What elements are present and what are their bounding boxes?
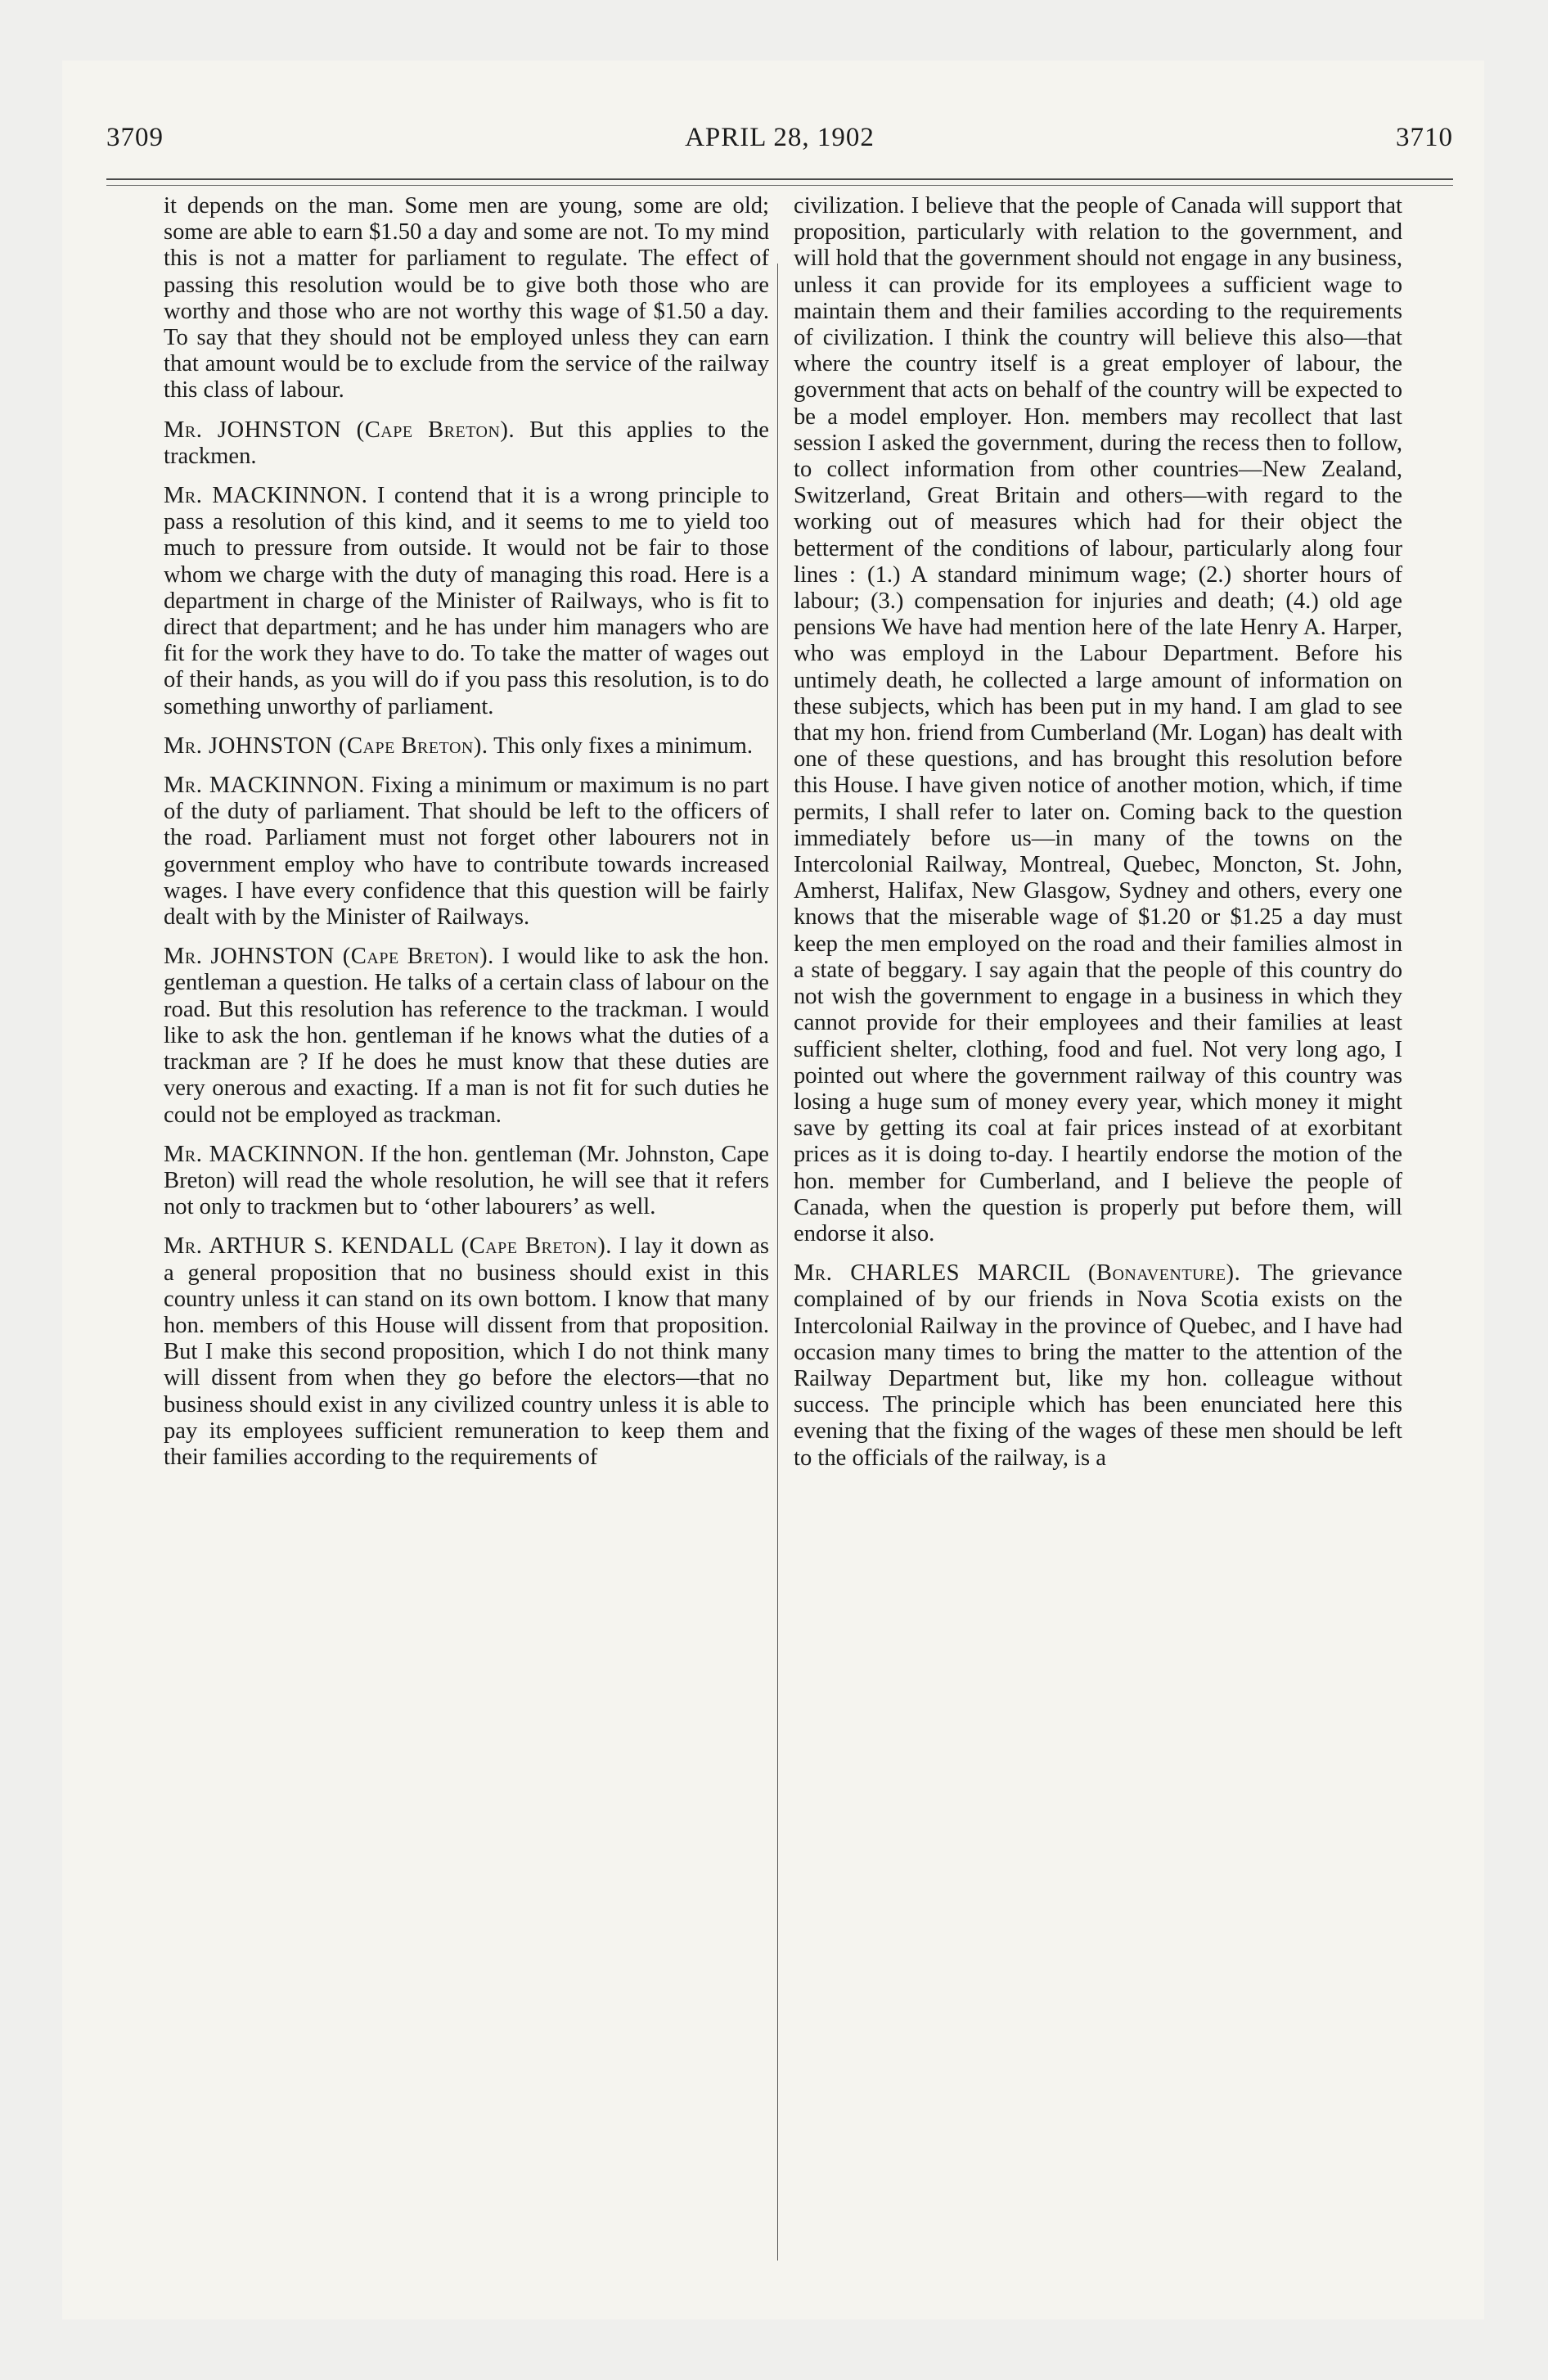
speaker-name: Mr. MACKINNON. xyxy=(164,483,368,509)
paragraph-text: it depends on the man. Some men are young, some are old; some are able to earn $1.50 a day and some are not. To my mind this is not a matter for parliament to regulate. The effect of passing this resolution would be to give both those who are worthy and those who are not worthy this wage of $1.50 a day. To say that they should not be employed unless they can earn that amount would be to exclude from the service of the railway this class of labour. xyxy=(164,193,769,403)
paragraph xyxy=(794,1260,1402,1472)
left-column xyxy=(164,193,769,1484)
paragraph-text: civilization. I believe that the people of Canada will support that proposition, particularly with relation to the government, and will hold that the government should not engage in any business, unless it can provide for its employees a sufficient wage to maintain them and their families according to the requirements of civilization. I think the country will believe this also—that where the country itself is a great employer of labour, the government that acts on behalf of the country will be expected to be a model employer. Hon. members may recollect that last session I asked the government, during the recess then to follow, to collect information from other countries—New Zealand, Switzerland, Great Britain and others—with regard to the working out of measures which had for their object the betterment of the conditions of labour, particularly along four lines : (1.) A standard minimum wage; (2.) shorter hours of labour; (3.) compensation for injuries and death; (4.) old age pensions We have had mention here of the late Henry A. Harper, who was employd in the Labour Department. Before his untimely death, he collected a large amount of information on these subjects, which has been put in my hand. I am glad to see that my hon. friend from Cumberland (Mr. Logan) has dealt with one of these questions, and has brought this resolution before this House. I have given notice of another motion, which, if time permits, I shall refer to later on. Coming back to the question immediately before us—in many of the towns on the Intercolonial Railway, Montreal, Quebec, Moncton, St. John, Amherst, Halifax, New Glasgow, Sydney and others, every one knows that the miserable wage of $1.20 or $1.25 a day must keep the men employed on the road and their families almost in a state of beggary. I say again that the people of this country do not wish the government to engage in a business in which they cannot provide for their employees and their families at least sufficient shelter, clothing, food and fuel. Not very long ago, I pointed out where the government railway of this country was losing a huge sum of money every year, which money it might save by getting its coal at fair prices instead of at exorbitant prices as it is doing to-day. I heartily endorse the motion of the hon. member for Cumberland, and I believe the people of Canada, when the question is properly put before them, will endorse it also. xyxy=(794,193,1402,1246)
paragraph-text: I lay it down as a general proposition that no business should exist in this country unless it can stand on its own bottom. I know that many hon. members of this House will dissent from that proposition. But I make this second proposition, which I do not think many will dissent from when they go before the electors—that no business should exist in any civilized country unless it is able to pay its employees sufficient remuneration to keep them and their families according to the requirements of xyxy=(164,1233,769,1470)
paragraph-text: I would like to ask the hon. gentleman a question. He talks of a certain class of labour on the road. But this resolution has reference to the trackman. I would like to ask the hon. gentleman if he knows what the duties of a trackman are ? If he does he must know that these duties are very onerous and exacting. If a man is not fit for such duties he could not be employed as trackman. xyxy=(164,944,769,1128)
column-divider xyxy=(777,264,778,2261)
paragraph xyxy=(164,773,769,931)
page-number-right: 3710 xyxy=(1396,123,1453,152)
paragraph-text: But this applies to the trackmen. xyxy=(164,417,769,469)
paragraph xyxy=(794,193,1402,1247)
header-rule-thin xyxy=(106,185,1453,186)
speaker-name: Mr. CHARLES MARCIL (Bonaventure). xyxy=(794,1260,1241,1287)
paragraph xyxy=(164,1142,769,1221)
paragraph-text: Fixing a minimum or maximum is no part of the duty of parliament. That should be left to the officers of the road. Parliament must not forget other labourers not in government employ who have to contribute towards increased wages. I have every confidence that this question will be fairly dealt with by the Minister of Railways. xyxy=(164,773,769,931)
page-date-title: APRIL 28, 1902 xyxy=(685,123,875,152)
speaker-name: Mr. JOHNSTON (Cape Breton). xyxy=(164,417,515,443)
paragraph xyxy=(164,944,769,1128)
speaker-name: Mr. JOHNSTON (Cape Breton). xyxy=(164,732,488,759)
paragraph xyxy=(164,1233,769,1471)
right-column xyxy=(794,193,1402,1485)
speaker-name: Mr. ARTHUR S. KENDALL (Cape Breton). xyxy=(164,1233,612,1260)
paragraph-text: If the hon. gentleman (Mr. Johnston, Cape Breton) will read the whole resolution, he will see that it refers not only to trackmen but to ‘other labourers’ as well. xyxy=(164,1141,769,1220)
paragraph-text: The grievance complained of by our friends in Nova Scotia exists on the Intercolonial Railway in the province of Quebec, and I have had occasion many times to bring the matter to the attention of the Railway Department but, like my hon. colleague without success. The principle which has been enunciated here this evening that the fixing of the wages of these men should be left to the officials of the railway, is a xyxy=(794,1260,1402,1471)
paragraph-text: This only fixes a minimum. xyxy=(488,732,754,759)
paragraph-text: I contend that it is a wrong principle to pass a resolution of this kind, and it seems to me to yield too much to pressure from outside. It would not be fair to those whom we charge with the duty of managing this road. Here is a department in charge of the Minister of Railways, who is fit to direct that department; and he has under him managers who are fit for the work they have to do. To take the matter of wages out of their hands, as you will do if you pass this resolution, is to do something unworthy of parliament. xyxy=(164,483,769,719)
paragraph xyxy=(164,733,769,760)
header-rule xyxy=(106,178,1453,180)
speaker-name: Mr. MACKINNON. xyxy=(164,1141,365,1167)
speaker-name: Mr. MACKINNON. xyxy=(164,773,365,799)
paragraph xyxy=(164,417,769,470)
page-number-left: 3709 xyxy=(106,123,164,152)
page-header xyxy=(106,123,1453,172)
speaker-name: Mr. JOHNSTON (Cape Breton). xyxy=(164,944,494,970)
paragraph xyxy=(164,193,769,404)
paragraph xyxy=(164,483,769,720)
